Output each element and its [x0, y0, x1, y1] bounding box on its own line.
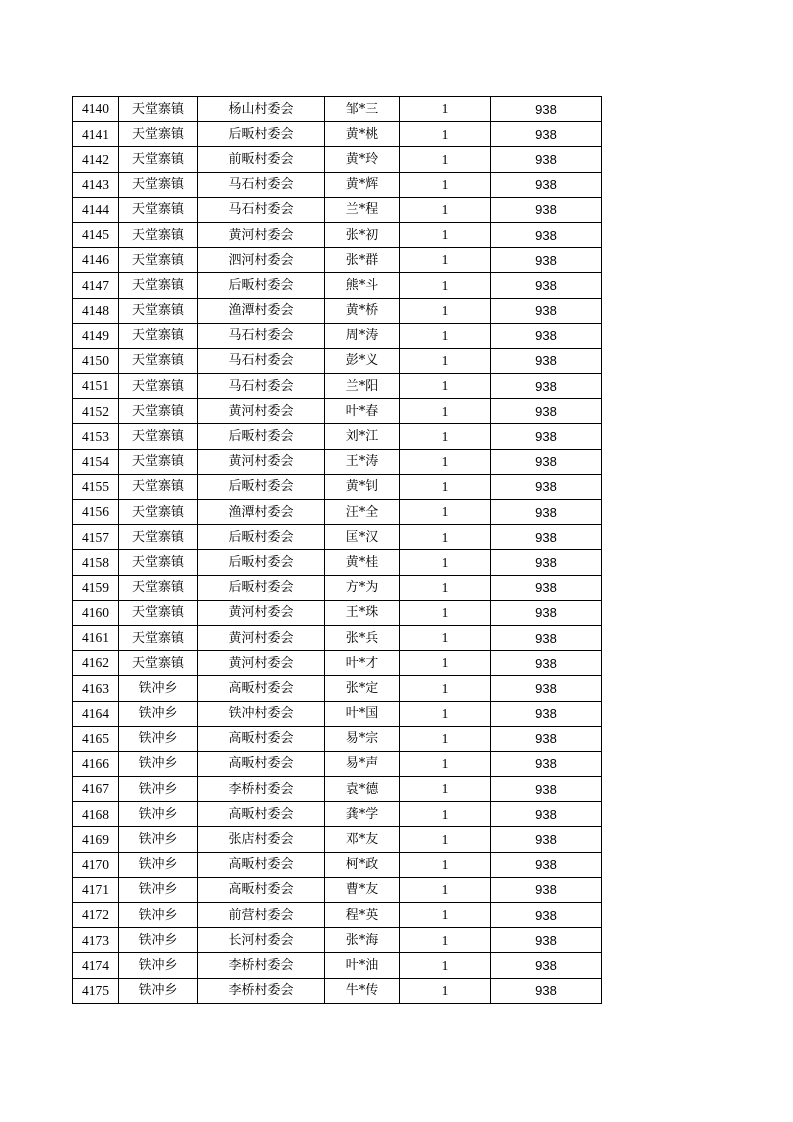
table-row — [73, 600, 602, 625]
amount-cell: 938 — [491, 676, 602, 701]
count-cell: 1 — [400, 852, 491, 877]
amount-cell: 938 — [491, 978, 602, 1003]
village-cell: 李桥村委会 — [198, 978, 325, 1003]
table-row — [73, 575, 602, 600]
row-id-cell: 4165 — [73, 726, 119, 751]
amount-cell: 938 — [491, 374, 602, 399]
count-cell: 1 — [400, 374, 491, 399]
row-id-cell: 4157 — [73, 525, 119, 550]
village-cell: 张店村委会 — [198, 827, 325, 852]
row-id-cell: 4168 — [73, 802, 119, 827]
amount-cell: 938 — [491, 298, 602, 323]
amount-cell: 938 — [491, 625, 602, 650]
row-id-cell: 4143 — [73, 172, 119, 197]
table-row — [73, 222, 602, 247]
town-cell: 天堂寨镇 — [119, 500, 198, 525]
village-cell: 李桥村委会 — [198, 953, 325, 978]
count-cell: 1 — [400, 97, 491, 122]
village-cell: 前营村委会 — [198, 903, 325, 928]
village-cell: 马石村委会 — [198, 374, 325, 399]
name-cell: 熊*斗 — [325, 273, 400, 298]
row-id-cell: 4159 — [73, 575, 119, 600]
table-row — [73, 802, 602, 827]
count-cell: 1 — [400, 500, 491, 525]
village-cell: 高畈村委会 — [198, 751, 325, 776]
table-row — [73, 374, 602, 399]
name-cell: 彭*义 — [325, 348, 400, 373]
row-id-cell: 4158 — [73, 550, 119, 575]
name-cell: 张*群 — [325, 248, 400, 273]
count-cell: 1 — [400, 978, 491, 1003]
count-cell: 1 — [400, 903, 491, 928]
town-cell: 天堂寨镇 — [119, 298, 198, 323]
name-cell: 叶*春 — [325, 399, 400, 424]
village-cell: 李桥村委会 — [198, 777, 325, 802]
data-table — [72, 96, 602, 1004]
town-cell: 天堂寨镇 — [119, 147, 198, 172]
count-cell: 1 — [400, 248, 491, 273]
village-cell: 后畈村委会 — [198, 122, 325, 147]
table-row — [73, 953, 602, 978]
row-id-cell: 4172 — [73, 903, 119, 928]
table-row — [73, 651, 602, 676]
name-cell: 兰*阳 — [325, 374, 400, 399]
town-cell: 天堂寨镇 — [119, 424, 198, 449]
table-row — [73, 928, 602, 953]
count-cell: 1 — [400, 726, 491, 751]
town-cell: 天堂寨镇 — [119, 600, 198, 625]
village-cell: 黄河村委会 — [198, 222, 325, 247]
amount-cell: 938 — [491, 172, 602, 197]
town-cell: 天堂寨镇 — [119, 122, 198, 147]
village-cell: 马石村委会 — [198, 172, 325, 197]
count-cell: 1 — [400, 298, 491, 323]
count-cell: 1 — [400, 701, 491, 726]
table-row — [73, 474, 602, 499]
row-id-cell: 4148 — [73, 298, 119, 323]
row-id-cell: 4151 — [73, 374, 119, 399]
name-cell: 张*兵 — [325, 625, 400, 650]
amount-cell: 938 — [491, 399, 602, 424]
town-cell: 天堂寨镇 — [119, 399, 198, 424]
row-id-cell: 4152 — [73, 399, 119, 424]
town-cell: 铁冲乡 — [119, 676, 198, 701]
row-id-cell: 4147 — [73, 273, 119, 298]
village-cell: 后畈村委会 — [198, 550, 325, 575]
name-cell: 匡*汉 — [325, 525, 400, 550]
row-id-cell: 4141 — [73, 122, 119, 147]
row-id-cell: 4163 — [73, 676, 119, 701]
row-id-cell: 4144 — [73, 197, 119, 222]
village-cell: 前畈村委会 — [198, 147, 325, 172]
village-cell: 渔潭村委会 — [198, 500, 325, 525]
name-cell: 张*定 — [325, 676, 400, 701]
village-cell: 马石村委会 — [198, 323, 325, 348]
name-cell: 叶*油 — [325, 953, 400, 978]
town-cell: 天堂寨镇 — [119, 374, 198, 399]
table-row — [73, 424, 602, 449]
amount-cell: 938 — [491, 928, 602, 953]
name-cell: 王*涛 — [325, 449, 400, 474]
town-cell: 铁冲乡 — [119, 978, 198, 1003]
row-id-cell: 4160 — [73, 600, 119, 625]
count-cell: 1 — [400, 777, 491, 802]
count-cell: 1 — [400, 424, 491, 449]
row-id-cell: 4161 — [73, 625, 119, 650]
village-cell: 马石村委会 — [198, 348, 325, 373]
name-cell: 黄*钊 — [325, 474, 400, 499]
town-cell: 铁冲乡 — [119, 701, 198, 726]
amount-cell: 938 — [491, 474, 602, 499]
name-cell: 牛*传 — [325, 978, 400, 1003]
town-cell: 铁冲乡 — [119, 877, 198, 902]
count-cell: 1 — [400, 474, 491, 499]
table-row — [73, 877, 602, 902]
count-cell: 1 — [400, 751, 491, 776]
amount-cell: 938 — [491, 424, 602, 449]
village-cell: 后畈村委会 — [198, 273, 325, 298]
town-cell: 铁冲乡 — [119, 726, 198, 751]
row-id-cell: 4145 — [73, 222, 119, 247]
table-row — [73, 751, 602, 776]
row-id-cell: 4140 — [73, 97, 119, 122]
village-cell: 黄河村委会 — [198, 651, 325, 676]
town-cell: 铁冲乡 — [119, 903, 198, 928]
name-cell: 易*宗 — [325, 726, 400, 751]
row-id-cell: 4156 — [73, 500, 119, 525]
village-cell: 黄河村委会 — [198, 449, 325, 474]
count-cell: 1 — [400, 449, 491, 474]
count-cell: 1 — [400, 600, 491, 625]
village-cell: 高畈村委会 — [198, 877, 325, 902]
table-row — [73, 273, 602, 298]
name-cell: 曹*友 — [325, 877, 400, 902]
amount-cell: 938 — [491, 827, 602, 852]
table-row — [73, 399, 602, 424]
amount-cell: 938 — [491, 550, 602, 575]
village-cell: 高畈村委会 — [198, 802, 325, 827]
amount-cell: 938 — [491, 726, 602, 751]
town-cell: 铁冲乡 — [119, 802, 198, 827]
name-cell: 周*涛 — [325, 323, 400, 348]
amount-cell: 938 — [491, 751, 602, 776]
name-cell: 刘*江 — [325, 424, 400, 449]
table-row — [73, 172, 602, 197]
amount-cell: 938 — [491, 449, 602, 474]
amount-cell: 938 — [491, 500, 602, 525]
name-cell: 邹*三 — [325, 97, 400, 122]
village-cell: 泗河村委会 — [198, 248, 325, 273]
amount-cell: 938 — [491, 525, 602, 550]
amount-cell: 938 — [491, 651, 602, 676]
town-cell: 天堂寨镇 — [119, 323, 198, 348]
amount-cell: 938 — [491, 600, 602, 625]
town-cell: 天堂寨镇 — [119, 172, 198, 197]
name-cell: 黄*辉 — [325, 172, 400, 197]
row-id-cell: 4153 — [73, 424, 119, 449]
town-cell: 天堂寨镇 — [119, 651, 198, 676]
table-row — [73, 726, 602, 751]
count-cell: 1 — [400, 827, 491, 852]
count-cell: 1 — [400, 323, 491, 348]
name-cell: 程*英 — [325, 903, 400, 928]
name-cell: 龚*学 — [325, 802, 400, 827]
amount-cell: 938 — [491, 877, 602, 902]
amount-cell: 938 — [491, 273, 602, 298]
amount-cell: 938 — [491, 97, 602, 122]
amount-cell: 938 — [491, 147, 602, 172]
table-row — [73, 903, 602, 928]
amount-cell: 938 — [491, 903, 602, 928]
table-row — [73, 550, 602, 575]
row-id-cell: 4167 — [73, 777, 119, 802]
row-id-cell: 4154 — [73, 449, 119, 474]
row-id-cell: 4162 — [73, 651, 119, 676]
name-cell: 兰*程 — [325, 197, 400, 222]
table-row — [73, 323, 602, 348]
town-cell: 铁冲乡 — [119, 953, 198, 978]
row-id-cell: 4142 — [73, 147, 119, 172]
row-id-cell: 4173 — [73, 928, 119, 953]
count-cell: 1 — [400, 147, 491, 172]
village-cell: 黄河村委会 — [198, 625, 325, 650]
town-cell: 天堂寨镇 — [119, 449, 198, 474]
village-cell: 后畈村委会 — [198, 474, 325, 499]
name-cell: 柯*政 — [325, 852, 400, 877]
village-cell: 黄河村委会 — [198, 399, 325, 424]
row-id-cell: 4146 — [73, 248, 119, 273]
name-cell: 汪*全 — [325, 500, 400, 525]
count-cell: 1 — [400, 273, 491, 298]
town-cell: 天堂寨镇 — [119, 625, 198, 650]
village-cell: 马石村委会 — [198, 197, 325, 222]
table-row — [73, 449, 602, 474]
name-cell: 叶*才 — [325, 651, 400, 676]
village-cell: 长河村委会 — [198, 928, 325, 953]
count-cell: 1 — [400, 877, 491, 902]
name-cell: 邓*友 — [325, 827, 400, 852]
name-cell: 黄*桂 — [325, 550, 400, 575]
town-cell: 天堂寨镇 — [119, 348, 198, 373]
name-cell: 张*海 — [325, 928, 400, 953]
name-cell: 王*珠 — [325, 600, 400, 625]
row-id-cell: 4166 — [73, 751, 119, 776]
count-cell: 1 — [400, 399, 491, 424]
count-cell: 1 — [400, 550, 491, 575]
count-cell: 1 — [400, 575, 491, 600]
count-cell: 1 — [400, 953, 491, 978]
town-cell: 铁冲乡 — [119, 827, 198, 852]
table-row — [73, 701, 602, 726]
town-cell: 铁冲乡 — [119, 777, 198, 802]
count-cell: 1 — [400, 525, 491, 550]
village-cell: 铁冲村委会 — [198, 701, 325, 726]
amount-cell: 938 — [491, 802, 602, 827]
town-cell: 天堂寨镇 — [119, 575, 198, 600]
village-cell: 黄河村委会 — [198, 600, 325, 625]
town-cell: 天堂寨镇 — [119, 222, 198, 247]
table-row — [73, 348, 602, 373]
amount-cell: 938 — [491, 122, 602, 147]
town-cell: 铁冲乡 — [119, 928, 198, 953]
village-cell: 杨山村委会 — [198, 97, 325, 122]
count-cell: 1 — [400, 348, 491, 373]
table-row — [73, 97, 602, 122]
count-cell: 1 — [400, 222, 491, 247]
row-id-cell: 4164 — [73, 701, 119, 726]
row-id-cell: 4149 — [73, 323, 119, 348]
count-cell: 1 — [400, 928, 491, 953]
village-cell: 渔潭村委会 — [198, 298, 325, 323]
amount-cell: 938 — [491, 222, 602, 247]
amount-cell: 938 — [491, 323, 602, 348]
village-cell: 高畈村委会 — [198, 852, 325, 877]
town-cell: 天堂寨镇 — [119, 525, 198, 550]
village-cell: 后畈村委会 — [198, 575, 325, 600]
name-cell: 易*声 — [325, 751, 400, 776]
table-row — [73, 676, 602, 701]
name-cell: 黄*桥 — [325, 298, 400, 323]
table-row — [73, 777, 602, 802]
table-row — [73, 122, 602, 147]
count-cell: 1 — [400, 172, 491, 197]
name-cell: 袁*德 — [325, 777, 400, 802]
row-id-cell: 4170 — [73, 852, 119, 877]
count-cell: 1 — [400, 802, 491, 827]
town-cell: 铁冲乡 — [119, 751, 198, 776]
table-row — [73, 500, 602, 525]
town-cell: 天堂寨镇 — [119, 248, 198, 273]
table-row — [73, 827, 602, 852]
town-cell: 天堂寨镇 — [119, 273, 198, 298]
town-cell: 天堂寨镇 — [119, 474, 198, 499]
table-row — [73, 147, 602, 172]
amount-cell: 938 — [491, 852, 602, 877]
town-cell: 天堂寨镇 — [119, 97, 198, 122]
table-row — [73, 978, 602, 1003]
town-cell: 天堂寨镇 — [119, 550, 198, 575]
name-cell: 张*初 — [325, 222, 400, 247]
row-id-cell: 4169 — [73, 827, 119, 852]
row-id-cell: 4171 — [73, 877, 119, 902]
town-cell: 天堂寨镇 — [119, 197, 198, 222]
row-id-cell: 4150 — [73, 348, 119, 373]
amount-cell: 938 — [491, 701, 602, 726]
row-id-cell: 4155 — [73, 474, 119, 499]
amount-cell: 938 — [491, 197, 602, 222]
amount-cell: 938 — [491, 348, 602, 373]
amount-cell: 938 — [491, 777, 602, 802]
village-cell: 高畈村委会 — [198, 726, 325, 751]
name-cell: 方*为 — [325, 575, 400, 600]
table-row — [73, 248, 602, 273]
count-cell: 1 — [400, 651, 491, 676]
name-cell: 黄*玲 — [325, 147, 400, 172]
count-cell: 1 — [400, 676, 491, 701]
town-cell: 铁冲乡 — [119, 852, 198, 877]
row-id-cell: 4175 — [73, 978, 119, 1003]
table-row — [73, 525, 602, 550]
name-cell: 叶*国 — [325, 701, 400, 726]
amount-cell: 938 — [491, 953, 602, 978]
amount-cell: 938 — [491, 575, 602, 600]
count-cell: 1 — [400, 197, 491, 222]
table-row — [73, 197, 602, 222]
table-body — [73, 97, 602, 1004]
village-cell: 后畈村委会 — [198, 424, 325, 449]
table-row — [73, 298, 602, 323]
row-id-cell: 4174 — [73, 953, 119, 978]
village-cell: 高畈村委会 — [198, 676, 325, 701]
village-cell: 后畈村委会 — [198, 525, 325, 550]
name-cell: 黄*桃 — [325, 122, 400, 147]
count-cell: 1 — [400, 625, 491, 650]
amount-cell: 938 — [491, 248, 602, 273]
count-cell: 1 — [400, 122, 491, 147]
table-row — [73, 625, 602, 650]
table-row — [73, 852, 602, 877]
